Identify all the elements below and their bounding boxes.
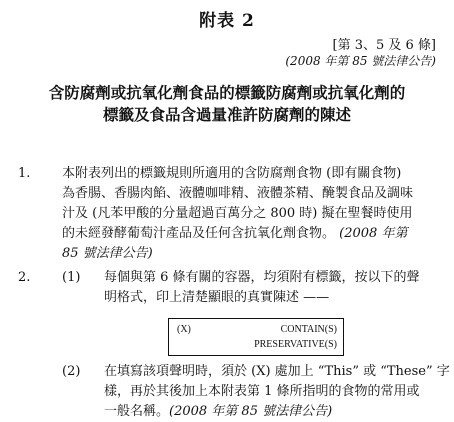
box-preservative-label: PRESERVATIVE(S) — [254, 339, 337, 350]
declaration-format-box — [168, 318, 344, 356]
subparagraph-2-body — [104, 362, 450, 422]
subparagraph-2-line: 在填寫該項聲明時，須於 (X) 處加上 “This” 或 “These” 字 — [104, 364, 450, 379]
box-x-placeholder: (X) — [177, 324, 191, 335]
box-contain-label: CONTAIN(S) — [280, 324, 337, 335]
paragraph-1-line — [62, 224, 413, 244]
amendment-reference: (2008 年第 85 號法律公告) — [285, 54, 436, 68]
subparagraph-1-body — [104, 268, 420, 308]
paragraph-1-line: 汁及 (凡苯甲酸的分量超過百萬分之 800 時) 擬在聖餐時使用 — [62, 206, 413, 221]
paragraph-1-line-text: 的未經發酵葡萄汁產品及任何含抗氧化劑食物。 — [62, 226, 336, 241]
main-heading-line-2: 標籤及食品含過量准許防腐劑的陳述 — [102, 105, 351, 124]
paragraph-1-amendment-cont: 85 號法律公告) — [62, 246, 153, 261]
subparagraph-1-line: 明格式，印上清楚顯眼的真實陳述 —— — [104, 290, 330, 305]
subparagraph-2-line — [104, 402, 450, 422]
section-reference: [第 3、5 及 6 條] — [332, 38, 436, 53]
subparagraph-2-line-text: 一般名稱。 — [104, 404, 170, 419]
paragraph-1-line: 本附表列出的標籤規則所適用的含防腐劑食物 (即有關食物) — [62, 166, 402, 181]
schedule-title: 附表 2 — [199, 11, 255, 31]
main-heading — [0, 82, 454, 126]
paragraph-1-body — [62, 164, 413, 264]
subparagraph-2-line: 樣，再於其後加上本附表第 1 條所指明的食物的常用或 — [104, 384, 420, 399]
paragraph-1-amendment: (2008 年第 — [339, 226, 408, 241]
subparagraph-1-number: (1) — [62, 270, 81, 285]
paragraph-2-number: 2. — [18, 270, 31, 285]
paragraph-1-number: 1. — [18, 166, 31, 181]
main-heading-line-1: 含防腐劑或抗氧化劑食品的標籤防腐劑或抗氧化劑的 — [48, 83, 406, 102]
subparagraph-2-number: (2) — [62, 364, 81, 379]
subparagraph-2-amendment: (2008 年第 85 號法律公告) — [169, 404, 333, 419]
subparagraph-1-line: 每個與第 6 條有關的容器，均須附有標籤，按以下的聲 — [104, 270, 420, 285]
paragraph-1-line: 為香腸、香腸肉餡、液體咖啡精、液體茶精、醃製食品及調味 — [62, 186, 414, 201]
